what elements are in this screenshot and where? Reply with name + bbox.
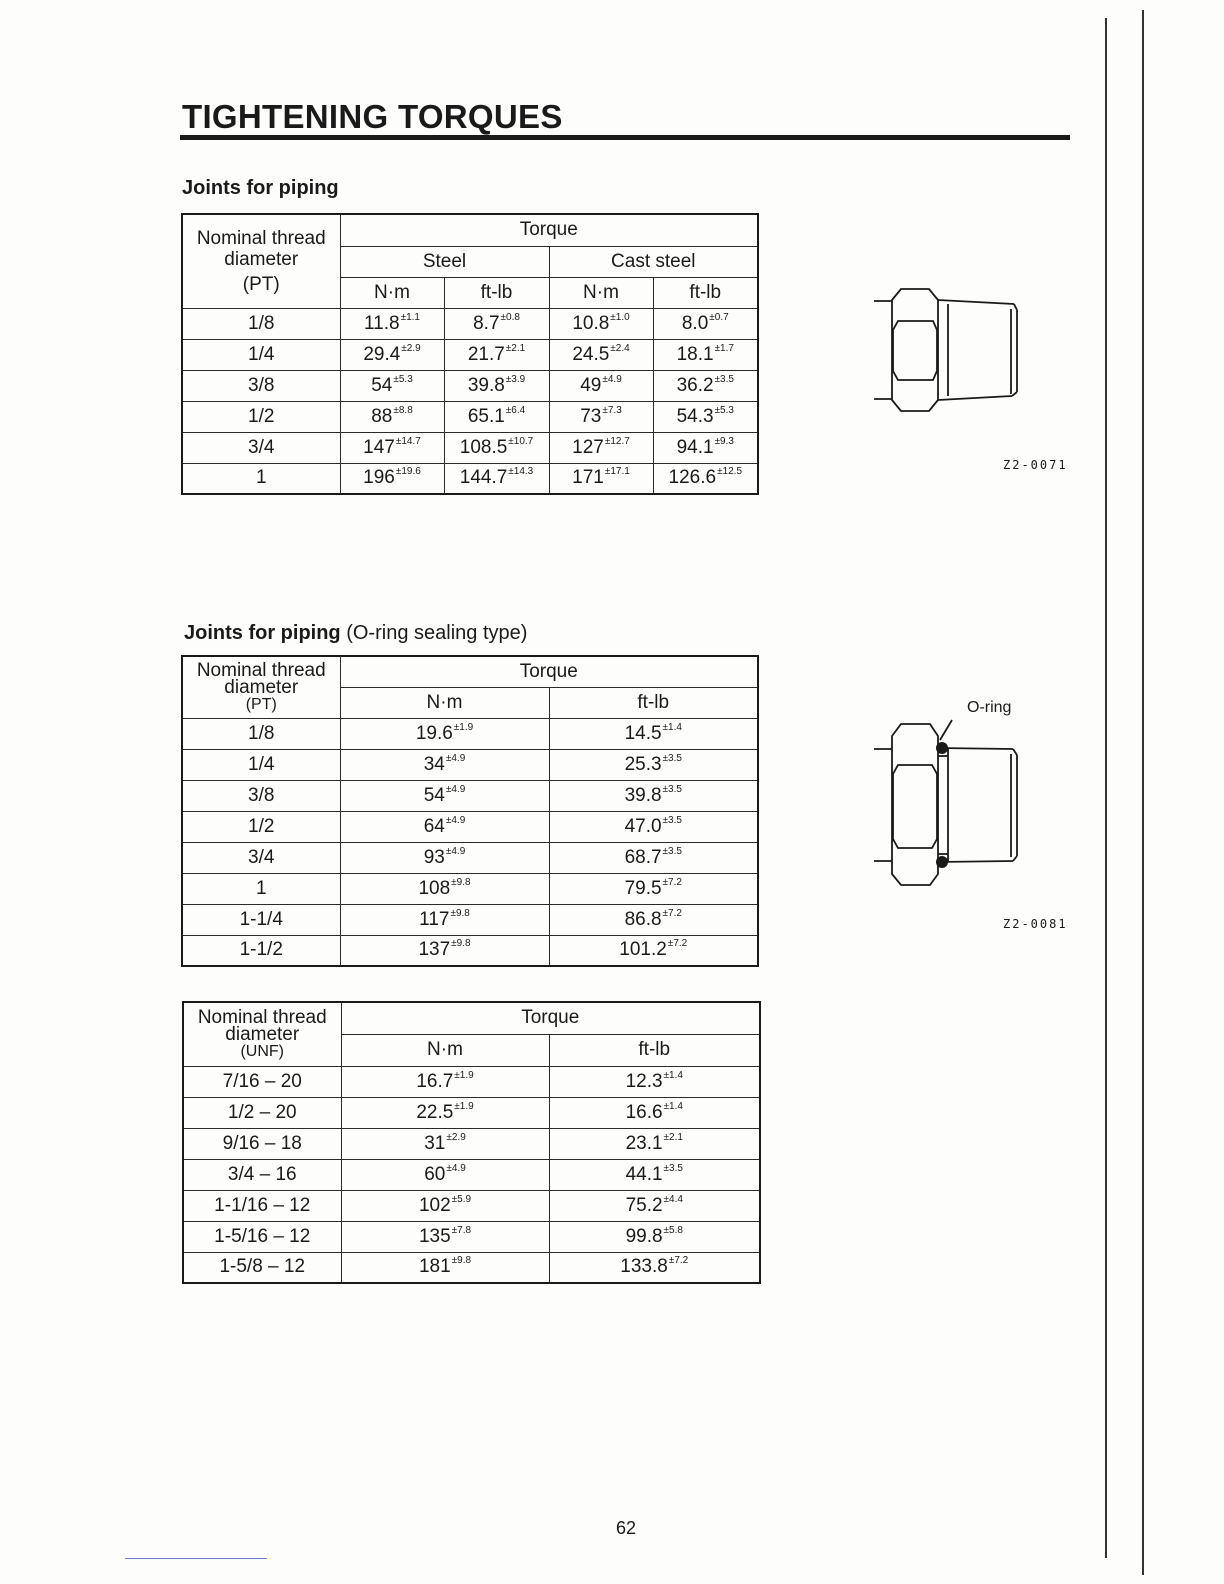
plug-diagram bbox=[868, 284, 1024, 416]
table2-tolerance: ±4.9 bbox=[445, 783, 466, 795]
table2-tolerance: ±1.4 bbox=[662, 721, 682, 733]
table3-tolerance: ±9.8 bbox=[451, 1255, 472, 1267]
table2-tolerance: ±7.2 bbox=[667, 938, 688, 950]
table2-value: 86.8 bbox=[624, 908, 662, 930]
table1-tolerance: ±5.3 bbox=[714, 404, 734, 416]
table1-tolerance: ±17.1 bbox=[604, 466, 630, 478]
table1-tolerance: ±14.3 bbox=[508, 466, 534, 478]
table1-tolerance: ±3.5 bbox=[714, 373, 734, 385]
table2-value-cell bbox=[549, 718, 758, 749]
table1-col-label bbox=[182, 214, 340, 308]
table3-value-cell bbox=[549, 1066, 760, 1097]
table3-value: 133.8 bbox=[620, 1256, 668, 1278]
table3-value: 16.6 bbox=[625, 1101, 663, 1123]
table1-value: 126.6 bbox=[668, 467, 717, 489]
table1-value-cell bbox=[444, 339, 549, 370]
table3-value: 181 bbox=[418, 1256, 451, 1278]
binding-edge-line bbox=[1105, 18, 1107, 1558]
table3-value-cell bbox=[549, 1252, 760, 1283]
table1-size-cell: 3/4 bbox=[182, 432, 340, 463]
table1-value-cell bbox=[549, 370, 653, 401]
table2-value: 117 bbox=[419, 908, 450, 930]
table3-tolerance: ±3.5 bbox=[663, 1162, 683, 1174]
table1-value-cell bbox=[653, 401, 758, 432]
table3-row bbox=[183, 1221, 760, 1252]
table2-row bbox=[182, 811, 758, 842]
table1-value-cell bbox=[340, 463, 444, 494]
table3-value-cell bbox=[341, 1066, 549, 1097]
table1-value-cell bbox=[340, 370, 444, 401]
table1-tolerance: ±12.5 bbox=[717, 466, 743, 478]
table3-col-label bbox=[183, 1002, 341, 1066]
table2-row bbox=[182, 904, 758, 935]
table3-value: 12.3 bbox=[625, 1070, 663, 1092]
table1-value: 21.7 bbox=[467, 343, 505, 365]
table2-row bbox=[182, 842, 758, 873]
table1-value: 10.8 bbox=[572, 312, 610, 334]
table3-row bbox=[183, 1252, 760, 1283]
table2-value-cell bbox=[340, 749, 549, 780]
table1-value-cell bbox=[444, 463, 549, 494]
table3-row bbox=[183, 1190, 760, 1221]
table3-size-cell: 1-1/16 – 12 bbox=[183, 1190, 341, 1221]
table3-tolerance: ±5.8 bbox=[663, 1224, 683, 1236]
table1-tolerance: ±9.3 bbox=[714, 435, 734, 447]
binding-edge-line bbox=[1142, 10, 1144, 1575]
table2-value-cell bbox=[340, 873, 549, 904]
table2-value: 93 bbox=[423, 846, 445, 868]
table1-value-cell bbox=[444, 432, 549, 463]
table1-value: 39.8 bbox=[467, 374, 505, 396]
table1-tolerance: ±12.7 bbox=[604, 435, 630, 447]
section1-heading-text: Joints for piping bbox=[182, 177, 339, 199]
table1-tolerance: ±2.4 bbox=[610, 342, 630, 354]
table1-size-cell: 1/2 bbox=[182, 401, 340, 432]
table1-tolerance: ±10.7 bbox=[508, 435, 534, 447]
table3-row bbox=[183, 1066, 760, 1097]
table2-value-cell bbox=[549, 904, 758, 935]
table3-value-cell bbox=[549, 1221, 760, 1252]
table1-value: 11.8 bbox=[364, 312, 400, 334]
table2-value: 64 bbox=[423, 815, 445, 837]
table2-unit: N·m bbox=[340, 687, 549, 718]
table1-value-cell bbox=[444, 370, 549, 401]
table2-value-cell bbox=[340, 718, 549, 749]
table3-size-cell: 9/16 – 18 bbox=[183, 1128, 341, 1159]
table1-value: 127 bbox=[572, 436, 604, 458]
table3-value-cell bbox=[549, 1159, 760, 1190]
table2-size-cell: 1/8 bbox=[182, 718, 340, 749]
table1-value-cell bbox=[653, 339, 758, 370]
table2-value-cell bbox=[340, 811, 549, 842]
table1-tolerance: ±3.9 bbox=[505, 373, 526, 385]
table1-tolerance: ±19.6 bbox=[395, 466, 421, 478]
table1-unit: N·m bbox=[549, 277, 653, 308]
table3-value: 75.2 bbox=[625, 1194, 663, 1216]
table2-value: 19.6 bbox=[415, 722, 453, 744]
table1-row bbox=[182, 308, 758, 339]
table2-value: 14.5 bbox=[624, 722, 662, 744]
table1-value-cell bbox=[549, 339, 653, 370]
table3-tolerance: ±7.8 bbox=[451, 1224, 472, 1236]
table2-size-cell: 1-1/2 bbox=[182, 935, 340, 966]
table2-value: 68.7 bbox=[624, 846, 662, 868]
table2-value: 47.0 bbox=[624, 815, 662, 837]
table1-tolerance: ±2.9 bbox=[401, 342, 421, 354]
table2-value: 34 bbox=[423, 753, 445, 775]
table1-value-cell bbox=[444, 401, 549, 432]
table3-size-cell: 1-5/16 – 12 bbox=[183, 1221, 341, 1252]
table3-tolerance: ±1.9 bbox=[454, 1100, 474, 1112]
table1-tolerance: ±0.7 bbox=[709, 311, 729, 323]
page-number: 62 bbox=[616, 1518, 637, 1538]
table2-size-cell: 3/4 bbox=[182, 842, 340, 873]
table2-value-cell bbox=[549, 780, 758, 811]
table1-row bbox=[182, 463, 758, 494]
table1-col-label-line1: Nominal thread bbox=[196, 227, 326, 249]
table1-value-cell bbox=[653, 308, 758, 339]
table1-size-cell: 1/4 bbox=[182, 339, 340, 370]
table2-size-cell: 1-1/4 bbox=[182, 904, 340, 935]
table1-value-cell bbox=[444, 308, 549, 339]
table3-value-cell bbox=[341, 1097, 549, 1128]
table1-row bbox=[182, 339, 758, 370]
table3-tolerance: ±4.4 bbox=[663, 1193, 683, 1205]
figure2-code: Z2-0081 bbox=[1003, 917, 1068, 931]
bottom-underline bbox=[125, 1558, 267, 1559]
table3-value-cell bbox=[549, 1190, 760, 1221]
table3-row bbox=[183, 1159, 760, 1190]
table2-size-cell: 1/2 bbox=[182, 811, 340, 842]
table1-row bbox=[182, 401, 758, 432]
table1-unit: ft-lb bbox=[444, 277, 549, 308]
table2-row bbox=[182, 718, 758, 749]
table2-value-cell bbox=[340, 935, 549, 966]
table2-tolerance: ±7.2 bbox=[662, 876, 682, 888]
table1-tolerance: ±0.8 bbox=[500, 311, 520, 323]
table2-row bbox=[182, 873, 758, 904]
table2-tolerance: ±3.5 bbox=[662, 814, 682, 826]
table3-tolerance: ±1.4 bbox=[663, 1069, 683, 1081]
table3-tolerance: ±7.2 bbox=[668, 1255, 689, 1267]
table1-value-cell bbox=[340, 308, 444, 339]
table2-col-label-line3: (PT) bbox=[245, 695, 277, 713]
table1-tolerance: ±6.4 bbox=[505, 404, 526, 416]
table3-value: 102 bbox=[418, 1194, 451, 1216]
table3-value-cell bbox=[341, 1159, 549, 1190]
table3-tolerance: ±2.1 bbox=[663, 1131, 683, 1143]
table3-value: 135 bbox=[418, 1225, 451, 1247]
table1-value: 171 bbox=[572, 467, 604, 489]
table2-row bbox=[182, 780, 758, 811]
table3-unit: N·m bbox=[341, 1034, 549, 1066]
table3-torque-header: Torque bbox=[341, 1002, 760, 1034]
table1-value: 88 bbox=[371, 405, 393, 427]
table1-value: 144.7 bbox=[459, 467, 508, 489]
table1-size-cell: 1/8 bbox=[182, 308, 340, 339]
table3-value: 99.8 bbox=[625, 1225, 663, 1247]
table1-torque-header: Torque bbox=[340, 214, 758, 246]
table1-value: 73 bbox=[580, 405, 602, 427]
table2-value: 137 bbox=[418, 939, 451, 961]
table2-size-cell: 3/8 bbox=[182, 780, 340, 811]
table2-torque-header: Torque bbox=[340, 656, 758, 687]
table1-value-cell bbox=[653, 370, 758, 401]
table3-value-cell bbox=[549, 1128, 760, 1159]
table2-value: 101.2 bbox=[619, 939, 667, 961]
table3-value-cell bbox=[341, 1128, 549, 1159]
table3-tolerance: ±1.4 bbox=[663, 1100, 683, 1112]
table2-col-label bbox=[182, 656, 340, 718]
section2-heading bbox=[184, 622, 527, 645]
table3-value: 23.1 bbox=[625, 1132, 663, 1154]
table3-col-label-line2: diameter bbox=[225, 1023, 300, 1045]
table1-tolerance: ±5.3 bbox=[393, 373, 413, 385]
table3-value-cell bbox=[549, 1097, 760, 1128]
table3-value: 22.5 bbox=[416, 1101, 454, 1123]
table1-value: 54 bbox=[371, 374, 393, 396]
table1-value: 24.5 bbox=[572, 343, 610, 365]
oring-plug-diagram bbox=[868, 712, 1024, 888]
table1-tolerance: ±14.7 bbox=[395, 435, 421, 447]
table2-value-cell bbox=[340, 780, 549, 811]
table1-value: 36.2 bbox=[676, 374, 714, 396]
table3-row bbox=[183, 1097, 760, 1128]
table1-value-cell bbox=[340, 432, 444, 463]
table1-value: 94.1 bbox=[676, 436, 714, 458]
table3-value: 16.7 bbox=[416, 1070, 454, 1092]
table3-value: 60 bbox=[424, 1163, 446, 1185]
table2-size-cell: 1/4 bbox=[182, 749, 340, 780]
table2-row bbox=[182, 935, 758, 966]
table3-value: 44.1 bbox=[625, 1163, 663, 1185]
table1-tolerance: ±1.1 bbox=[400, 311, 420, 323]
table2-value: 79.5 bbox=[624, 877, 662, 899]
table2-col-label-line2: diameter bbox=[224, 676, 299, 698]
table2-value-cell bbox=[549, 811, 758, 842]
table2-value-cell bbox=[340, 842, 549, 873]
table1-row bbox=[182, 370, 758, 401]
table1-value: 54.3 bbox=[676, 405, 714, 427]
torque-table-oring-pt bbox=[181, 655, 759, 967]
table1-value: 65.1 bbox=[467, 405, 505, 427]
table3-row bbox=[183, 1128, 760, 1159]
table3-size-cell: 1/2 – 20 bbox=[183, 1097, 341, 1128]
table2-value: 54 bbox=[423, 784, 445, 806]
table1-col-label-line2: diameter bbox=[224, 248, 299, 270]
table1-value: 8.7 bbox=[473, 312, 500, 334]
section2-heading-sub: (O-ring sealing type) bbox=[346, 622, 528, 644]
table3-size-cell: 1-5/8 – 12 bbox=[183, 1252, 341, 1283]
table2-value: 25.3 bbox=[624, 753, 662, 775]
table1-tolerance: ±7.3 bbox=[602, 404, 622, 416]
table1-col-label-line3: (PT) bbox=[242, 273, 280, 295]
table2-tolerance: ±9.8 bbox=[451, 876, 471, 888]
table2-value: 39.8 bbox=[624, 784, 662, 806]
torque-table-pt bbox=[181, 213, 759, 495]
table3-col-label-line1: Nominal thread bbox=[197, 1006, 327, 1028]
table1-value-cell bbox=[549, 308, 653, 339]
table1-value-cell bbox=[340, 339, 444, 370]
table1-value: 196 bbox=[363, 467, 395, 489]
table1-value-cell bbox=[653, 432, 758, 463]
table2-tolerance: ±3.5 bbox=[662, 752, 682, 764]
table2-value-cell bbox=[340, 904, 549, 935]
table1-size-cell: 3/8 bbox=[182, 370, 340, 401]
table1-tolerance: ±4.9 bbox=[602, 373, 622, 385]
figure1-code: Z2-0071 bbox=[1003, 458, 1068, 472]
section1-heading bbox=[182, 177, 339, 200]
table3-size-cell: 3/4 – 16 bbox=[183, 1159, 341, 1190]
table3-unit: ft-lb bbox=[549, 1034, 760, 1066]
table3-value-cell bbox=[341, 1190, 549, 1221]
table1-value-cell bbox=[653, 463, 758, 494]
title-rule bbox=[180, 135, 1070, 140]
table1-value: 147 bbox=[363, 436, 395, 458]
table2-value-cell bbox=[549, 842, 758, 873]
table1-value-cell bbox=[549, 401, 653, 432]
table3-value-cell bbox=[341, 1252, 549, 1283]
table2-col-label-line1: Nominal thread bbox=[196, 659, 326, 681]
table3-tolerance: ±5.9 bbox=[451, 1193, 472, 1205]
table2-tolerance: ±1.9 bbox=[453, 721, 474, 733]
table1-row bbox=[182, 432, 758, 463]
table2-unit: ft-lb bbox=[549, 687, 758, 718]
table3-tolerance: ±2.9 bbox=[446, 1131, 466, 1143]
oring-label: O-ring bbox=[967, 699, 1012, 716]
table1-value: 49 bbox=[580, 374, 602, 396]
table2-row bbox=[182, 749, 758, 780]
table1-group-cast-steel: Cast steel bbox=[549, 246, 758, 277]
table2-tolerance: ±4.9 bbox=[445, 814, 466, 826]
table1-group-steel: Steel bbox=[340, 246, 549, 277]
section2-heading-text: Joints for piping bbox=[184, 622, 341, 644]
table1-value-cell bbox=[340, 401, 444, 432]
table1-size-cell: 1 bbox=[182, 463, 340, 494]
table1-value-cell bbox=[549, 463, 653, 494]
table2-value-cell bbox=[549, 935, 758, 966]
table1-tolerance: ±1.0 bbox=[610, 311, 630, 323]
table1-value: 29.4 bbox=[363, 343, 401, 365]
table2-tolerance: ±4.9 bbox=[445, 845, 466, 857]
table2-tolerance: ±9.8 bbox=[450, 907, 470, 919]
table2-tolerance: ±9.8 bbox=[451, 938, 471, 950]
table1-value-cell bbox=[549, 432, 653, 463]
table2-value-cell bbox=[549, 749, 758, 780]
table3-size-cell: 7/16 – 20 bbox=[183, 1066, 341, 1097]
torque-table-unf bbox=[182, 1001, 761, 1284]
table1-value: 108.5 bbox=[459, 436, 508, 458]
table2-tolerance: ±7.2 bbox=[662, 907, 682, 919]
table2-value: 108 bbox=[418, 877, 451, 899]
table2-tolerance: ±4.9 bbox=[445, 752, 466, 764]
table2-size-cell: 1 bbox=[182, 873, 340, 904]
table1-tolerance: ±8.8 bbox=[393, 404, 413, 416]
table2-value-cell bbox=[549, 873, 758, 904]
table1-value: 18.1 bbox=[676, 343, 714, 365]
table3-value-cell bbox=[341, 1221, 549, 1252]
table1-tolerance: ±2.1 bbox=[505, 342, 526, 354]
table3-value: 31 bbox=[424, 1132, 446, 1154]
table1-tolerance: ±1.7 bbox=[714, 342, 734, 354]
table3-tolerance: ±1.9 bbox=[454, 1069, 474, 1081]
table3-tolerance: ±4.9 bbox=[446, 1162, 466, 1174]
table3-col-label-line3: (UNF) bbox=[240, 1042, 285, 1060]
table1-unit: N·m bbox=[340, 277, 444, 308]
table1-unit: ft-lb bbox=[653, 277, 758, 308]
table2-tolerance: ±3.5 bbox=[662, 845, 682, 857]
table2-tolerance: ±3.5 bbox=[662, 783, 682, 795]
table1-value: 8.0 bbox=[681, 312, 709, 334]
page-title: TIGHTENING TORQUES bbox=[182, 98, 563, 135]
